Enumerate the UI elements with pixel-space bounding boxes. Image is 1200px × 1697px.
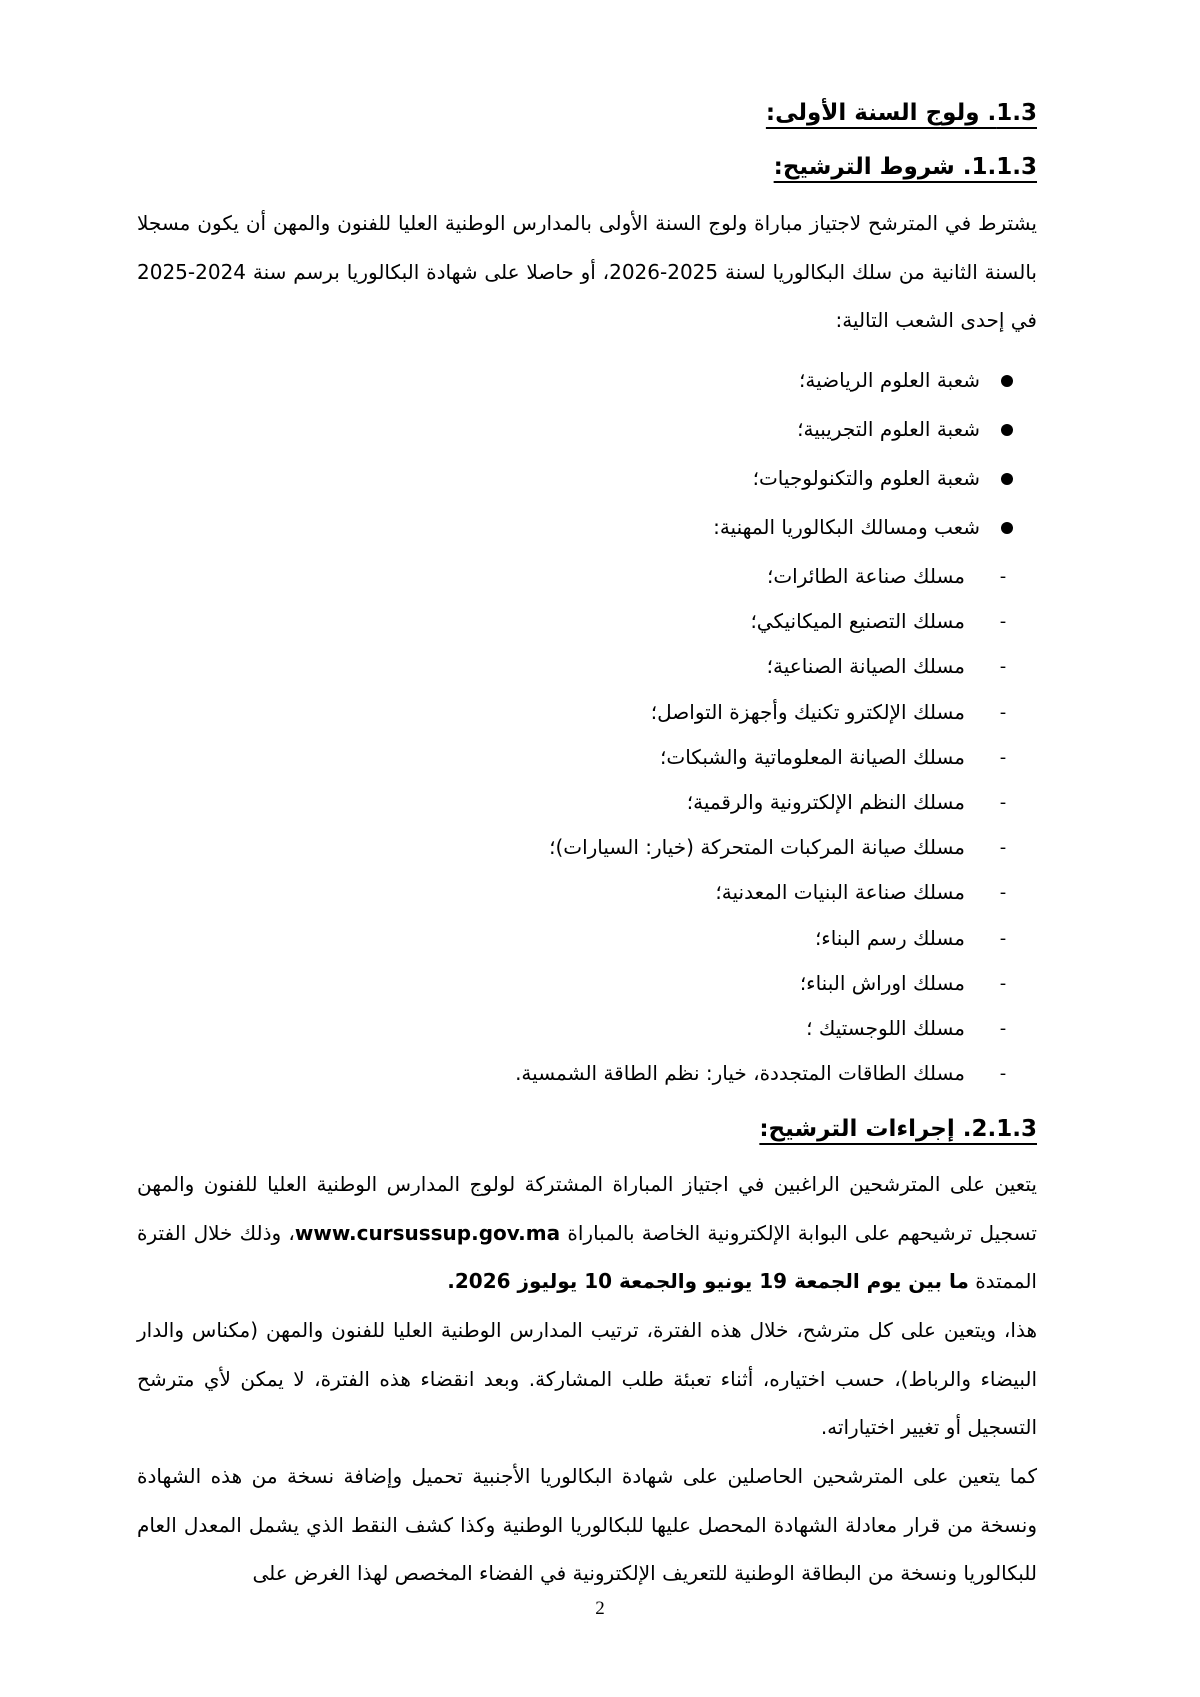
dash-icon: -: [999, 611, 1007, 633]
registration-period-dates: ما بين يوم الجمعة 19 يونيو والجمعة 10 يوليوز 2026.: [447, 1269, 969, 1293]
list-item: - مسلك صيانة المركبات المتحركة (خيار: السيارات)؛: [515, 825, 1010, 870]
dash-icon: -: [999, 927, 1007, 949]
list-item: - مسلك اللوجستيك ؛: [515, 1006, 1010, 1051]
list-item: - مسلك الصيانة المعلوماتية والشبكات؛: [515, 735, 1010, 780]
list-item: شعبة العلوم التجريبية؛: [713, 405, 1013, 454]
dash-icon: -: [999, 837, 1007, 859]
list-item: شعب ومسالك البكالوريا المهنية:: [713, 503, 1013, 552]
dash-icon: -: [999, 972, 1007, 994]
dash-icon: -: [999, 656, 1007, 678]
list-item: - مسلك التصنيع الميكانيكي؛: [515, 599, 1010, 644]
procedures-ranking-paragraph: هذا، ويتعين على كل مترشح، خلال هذه الفترة، ترتيب المدارس الوطنية العليا للفنون والمهن (مكناس والدار البيضاء والرباط)، حسب اختياره، أثناء تعبئة طلب المشاركة. وبعد انقضاء هذه الفترة، لا يمكن لأي مترشح التسجيل أو تغيير اختياراته.: [137, 1318, 1037, 1439]
bullet-icon: [1001, 375, 1013, 387]
procedures-foreign-baccalaureate-paragraph: كما يتعين على المترشحين الحاصلين على شهادة البكالوريا الأجنبية تحميل وإضافة نسخة من هذه الشهادة ونسخة من قرار معادلة الشهادة المحصل عليها للبكالوريا الوطنية وكذا كشف النقط الذي يشمل المعدل العام للبكالوريا ونسخة من البطاقة الوطنية للتعريف الإلكترونية في الفضاء المخصص لهذا الغرض على: [137, 1464, 1037, 1585]
section-heading-conditions: 1.1.3. شروط الترشيح:: [773, 154, 1037, 180]
procedures-registration-paragraph: يتعين على المترشحين الراغبين في اجتياز المباراة المشتركة لولوج المدارس الوطنية العليا للفنون والمهن تسجيل ترشيحهم على البوابة الإلكترونية الخاصة بالمباراة www.cursussup.gov.ma، وذلك خلال الفترة الممتدة ما بين يوم الجمعة 19 يونيو والجمعة 10 يوليوز 2026.: [137, 1172, 1038, 1293]
dash-icon: -: [999, 746, 1007, 768]
registration-portal-url: www.cursussup.gov.ma: [294, 1220, 561, 1245]
dash-icon: -: [999, 1063, 1007, 1085]
list-item: - مسلك النظم الإلكترونية والرقمية؛: [515, 780, 1010, 825]
list-item: - مسلك اوراش البناء؛: [515, 961, 1010, 1006]
conditions-intro-paragraph: يشترط في المترشح لاجتياز مباراة ولوج السنة الأولى بالمدارس الوطنية العليا للفنون والمهن أن يكون مسجلا بالسنة الثانية من سلك البكالوريا لسنة 2025-2026، أو حاصلا على شهادة البكالوريا برسم سنة 2024-2025 في إحدى الشعب التالية:: [137, 211, 1037, 332]
section-heading-first-year-access: 1.3. ولوج السنة الأولى:: [765, 100, 1037, 126]
list-item: - مسلك رسم البناء؛: [515, 916, 1010, 961]
list-item: شعبة العلوم والتكنولوجيات؛: [713, 454, 1013, 503]
bullet-icon: [1001, 424, 1013, 436]
list-item: - مسلك صناعة الطائرات؛: [515, 554, 1010, 599]
page-number: 2: [595, 1598, 605, 1619]
dash-icon: -: [999, 701, 1007, 723]
branches-list: [713, 356, 1013, 552]
list-item: - مسلك الإلكترو تكنيك وأجهزة التواصل؛: [515, 690, 1010, 735]
dash-icon: -: [999, 1017, 1007, 1039]
dash-icon: -: [999, 882, 1007, 904]
bullet-icon: [1001, 522, 1013, 534]
list-item: - مسلك الطاقات المتجددة، خيار: نظم الطاقة الشمسية.: [515, 1051, 1010, 1096]
section-heading-procedures: 2.1.3. إجراءات الترشيح:: [759, 1116, 1037, 1142]
list-item: شعبة العلوم الرياضية؛: [713, 356, 1013, 405]
professional-tracks-list: [515, 554, 1010, 1096]
dash-icon: -: [999, 566, 1007, 587]
list-item: - مسلك صناعة البنيات المعدنية؛: [515, 870, 1010, 915]
bullet-icon: [1001, 473, 1013, 485]
list-item: - مسلك الصيانة الصناعية؛: [515, 644, 1010, 689]
dash-icon: -: [999, 791, 1007, 813]
